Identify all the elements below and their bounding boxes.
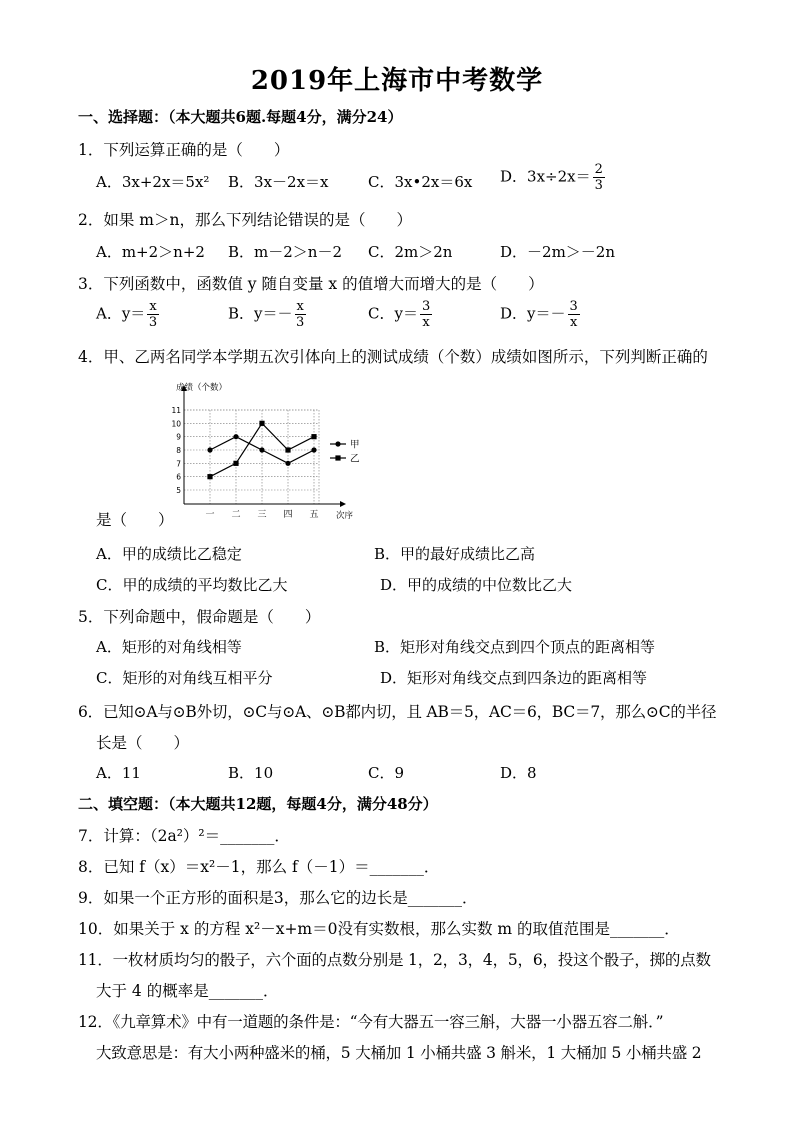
question-4-option-a: A．甲的成绩比乙稳定 <box>96 545 242 563</box>
chart-axes <box>181 385 346 507</box>
question-4-stem-tail: 是（ ） <box>96 511 174 529</box>
question-11-line-2: 大于 4 的概率是_______． <box>96 982 279 1000</box>
question-1-option-c: C．3x•2x＝6x <box>368 173 473 191</box>
fraction-numerator: 3 <box>421 299 431 314</box>
data-point-square <box>285 447 290 452</box>
question-5-stem: 5．下列命题中，假命题是（ ） <box>78 608 321 626</box>
fraction-denominator: 3 <box>594 178 603 193</box>
question-8: 8．已知 f（x）＝x²－1，那么 f（－1）＝_______． <box>78 858 440 876</box>
y-tick-label: 8 <box>176 446 181 455</box>
data-point-circle <box>259 447 264 452</box>
fraction <box>147 300 158 329</box>
data-point-square <box>259 421 264 426</box>
question-12-line-2: 大致意思是：有大小两种盛米的桶，5 大桶加 1 小桶共盛 3 斛米，1 大桶加 5 小桶共盛 2 <box>96 1044 702 1062</box>
question-2-option-c: C．2m＞2n <box>368 243 453 261</box>
section-heading-fill-in: 二、填空题：（本大题共12题，每题4分，满分48分） <box>78 795 438 813</box>
question-6-option-a: A．11 <box>96 764 141 782</box>
data-point-square <box>207 474 212 479</box>
question-2-option-b: B．m－2＞n－2 <box>228 243 342 261</box>
question-1-stem: 1．下列运算正确的是（ ） <box>78 141 290 159</box>
question-1-option-d <box>500 163 607 192</box>
option-text: D．y＝－ <box>500 304 566 323</box>
question-4-stem: 4．甲、乙两名同学本学期五次引体向上的测试成绩（个数）成绩如图所示，下列判断正确的 <box>78 348 708 366</box>
y-tick-label: 6 <box>176 472 181 482</box>
y-axis-label: 成绩（个数） <box>176 383 228 393</box>
data-point-circle <box>311 447 316 452</box>
x-tick-label: 二 <box>231 510 241 520</box>
fraction-numerator: 3 <box>569 299 578 314</box>
section-heading-choice: 一、选择题：（本大题共6题.每题4分，满分24） <box>78 108 403 126</box>
question-3-option-b <box>228 300 308 329</box>
question-9: 9．如果一个正方形的面积是3，那么它的边长是_______． <box>78 889 478 907</box>
fraction-denominator: 3 <box>148 315 158 330</box>
fraction-numerator: x <box>149 299 157 314</box>
x-axis-arrow <box>340 501 346 507</box>
legend-marker-circle <box>335 441 340 446</box>
question-6-stem-tail: 长是（ ） <box>96 734 190 752</box>
x-tick-label: 五 <box>309 510 319 520</box>
data-point-circle <box>285 461 290 466</box>
fraction-numerator: 2 <box>594 162 603 177</box>
legend-label: 乙 <box>350 453 360 465</box>
option-text: B．y＝－ <box>228 304 293 323</box>
question-5-option-c: C．矩形的对角线互相平分 <box>96 669 273 687</box>
x-tick-label: 三 <box>257 510 267 520</box>
score-line-chart <box>160 376 370 524</box>
question-6-stem: 6．已知⊙A与⊙B外切，⊙C与⊙A、⊙B都内切，且 AB＝5，AC＝6，BC＝7，那么⊙C的半径 <box>78 703 717 721</box>
question-6-option-b: B．10 <box>228 764 274 782</box>
question-3-option-c <box>368 300 434 329</box>
data-point-circle <box>233 434 238 439</box>
question-5-option-a: A．矩形的对角线相等 <box>96 638 242 656</box>
fraction-denominator: 3 <box>296 315 305 330</box>
y-tick-label: 5 <box>176 486 181 495</box>
question-2-option-d: D．－2m＞－2n <box>500 243 615 261</box>
fraction-denominator: x <box>569 315 578 330</box>
fraction <box>295 300 306 329</box>
question-5-option-b: B．矩形对角线交点到四个顶点的距离相等 <box>374 638 656 656</box>
option-text: C．y＝ <box>368 304 418 323</box>
data-point-circle <box>207 447 212 452</box>
data-point-square <box>233 461 238 466</box>
y-tick-label: 9 <box>176 432 181 442</box>
question-11-line-1: 11．一枚材质均匀的骰子，六个面的点数分别是 1，2，3，4，5，6，投这个骰子，掷的点数 <box>78 951 711 969</box>
legend-label: 甲 <box>350 439 360 451</box>
question-6-option-c: C．9 <box>368 764 405 782</box>
y-tick-label: 7 <box>176 459 181 469</box>
x-tick-label: 一 <box>205 510 215 520</box>
question-4-option-c: C．甲的成绩的平均数比乙大 <box>96 576 288 594</box>
fraction <box>420 300 432 329</box>
chart-legend <box>330 440 360 465</box>
legend-marker-square <box>335 455 340 460</box>
question-10: 10．如果关于 x 的方程 x²－x+m＝0没有实数根，那么实数 m 的取值范围是_______． <box>78 920 680 938</box>
question-2-stem: 2．如果 m＞n，那么下列结论错误的是（ ） <box>78 211 412 229</box>
fraction-denominator: x <box>422 315 430 330</box>
question-3-option-d <box>500 300 582 329</box>
question-1-option-d-text: D．3x÷2x＝ <box>500 167 591 186</box>
x-tick-label: 四 <box>283 510 293 520</box>
y-tick-label: 11 <box>171 406 181 415</box>
question-1-option-a: A．3x+2x＝5x² <box>96 173 210 191</box>
question-4-option-d: D．甲的成绩的中位数比乙大 <box>380 576 573 594</box>
data-point-square <box>311 434 316 439</box>
option-text: A．y＝ <box>96 304 146 323</box>
chart-grid <box>184 410 319 504</box>
question-12-line-1: 12．《九章算术》中有一道题的条件是：“今有大器五一容三斛，大器一小器五容二斛．” <box>78 1013 664 1031</box>
question-2-option-a: A．m+2＞n+2 <box>96 243 205 261</box>
question-5-option-d: D．矩形对角线交点到四条边的距离相等 <box>380 669 648 687</box>
question-4-option-b: B．甲的最好成绩比乙高 <box>374 545 536 563</box>
x-axis-label: 次序 <box>336 511 354 521</box>
question-7: 7．计算：（2a²）²＝_______． <box>78 827 290 845</box>
fraction <box>593 163 605 192</box>
page-title: 2019年上海市中考数学 <box>250 66 544 96</box>
question-3-stem: 3．下列函数中，函数值 y 随自变量 x 的值增大而增大的是（ ） <box>78 275 544 293</box>
question-1-option-b: B．3x－2x＝x <box>228 173 329 191</box>
fraction-numerator: x <box>296 299 304 314</box>
fraction <box>568 300 580 329</box>
y-tick-label: 10 <box>171 419 181 429</box>
question-3-option-a <box>96 300 161 329</box>
question-6-option-d: D．8 <box>500 764 537 782</box>
